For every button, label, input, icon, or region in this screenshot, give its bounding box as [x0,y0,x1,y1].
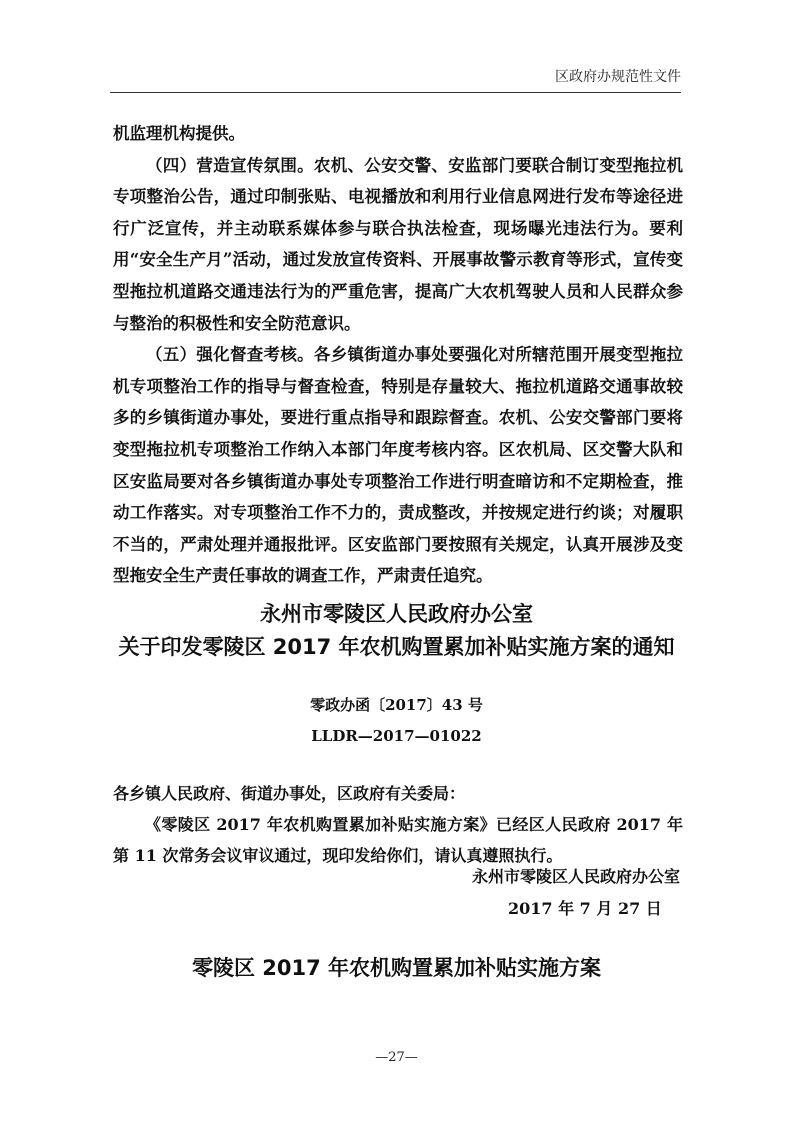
continued-line: 机监理机构提供。 [113,124,245,143]
notice-title [90,598,703,664]
notice-title-line2: 关于印发零陵区 2017 年农机购置累加补贴实施方案的通知 [118,635,675,659]
continued-text [113,118,683,592]
section-4-paragraph: （四）营造宣传氛围。农机、公安交警、安监部门要联合制订变型拖拉机专项整治公告，通过印制张贴、电视播放和利用行业信息网进行发布等途径进行广泛宣传，并主动联系媒体参与联合执法检查，现场曝光违法行为。要利用“安全生产月”活动，通过发放宣传资料、开展事故警示教育等形式，宣传变型拖拉机道路交通违法行为的严重危害，提高广大农机驾驶人员和人民群众参与整治的积极性和安全防范意识。 [113,155,683,333]
doc-number: 零政办函〔2017〕43 号 [310,696,483,714]
issue-date: 2017 年 7 月 27 日 [508,899,662,918]
plan-title: 零陵区 2017 年农机购置累加补贴实施方案 [191,956,602,980]
notice-paragraph: 《零陵区 2017 年农机购置累加补贴实施方案》已经区人民政府 2017 年第 11 次常务会议审议通过，现印发给你们，请认真遵照执行。 [113,815,683,865]
page-header [110,62,681,93]
notice-body [113,778,683,871]
signatory: 永州市零陵区人民政府办公室 [471,867,680,886]
salutation: 各乡镇人民政府、街道办事处，区政府有关委局： [113,784,466,803]
section-5-paragraph: （五）强化督查考核。各乡镇街道办事处要强化对所辖范围开展变型拖拉机专项整治工作的指导与督查检查，特别是存量较大、拖拉机道路交通事故较多的乡镇街道办事处，要进行重点指导和跟踪督查。农机、公安交警部门要将变型拖拉机专项整治工作纳入本部门年度考核内容。区农机局、区交警大队和区安监局要对各乡镇街道办事处专项整治工作进行明查暗访和不定期检查，推动工作落实。对专项整治工作不力的，责成整改，并按规定进行约谈；对履职不当的，严肃处理并通报批评。区安监部门要按照有关规定，认真开展涉及变型拖安全生产责任事故的调查工作，严肃责任追究。 [113,345,683,586]
reg-number: LLDR—2017—01022 [311,727,482,745]
notice-title-line1: 永州市零陵区人民政府办公室 [260,602,533,626]
running-title: 区政府办规范性文件 [555,69,681,85]
page-number: —27— [375,1050,418,1065]
